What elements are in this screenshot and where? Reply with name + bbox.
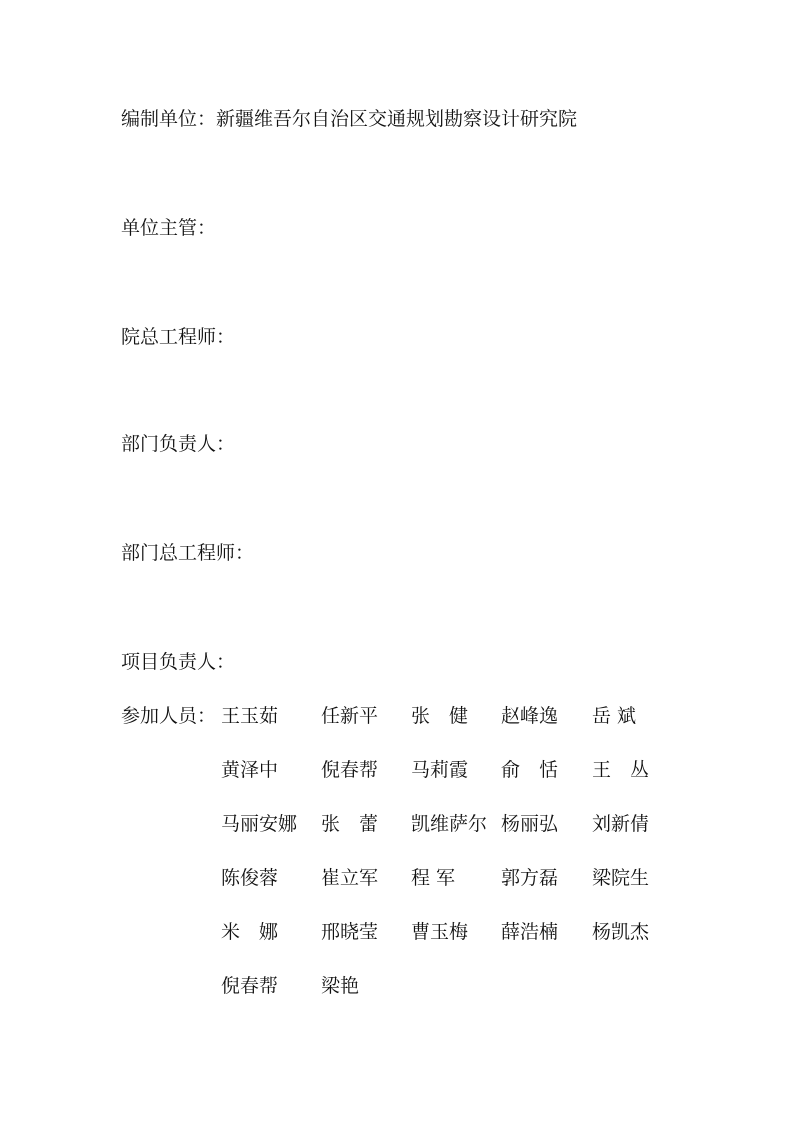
dept-head-label: 部门负责人：: [121, 433, 236, 455]
dept-chief-engineer-label: 部门总工程师：: [121, 542, 255, 564]
participant-name: 倪春帮: [321, 759, 379, 781]
participant-name: 程 军: [411, 867, 456, 889]
compiler-line: [121, 107, 577, 131]
participant-name: 俞 恬: [501, 759, 559, 781]
participant-name: 张 蕾: [321, 813, 379, 835]
unit-supervisor-label: 单位主管：: [121, 217, 217, 239]
participant-name: 薛浩楠: [501, 921, 559, 943]
chief-engineer-label: 院总工程师：: [121, 326, 236, 348]
participant-name: 岳 斌: [592, 705, 637, 727]
participant-name: 陈俊蓉: [221, 867, 279, 889]
participant-name: 赵峰逸: [501, 705, 559, 727]
compiler-label: 编制单位：: [121, 108, 217, 130]
participant-name: 任新平: [321, 705, 379, 727]
project-lead-label: 项目负责人：: [121, 651, 236, 673]
participant-name: 王玉茹: [221, 705, 279, 727]
participant-name: 梁艳: [321, 975, 360, 997]
participant-name: 凯维萨尔: [411, 813, 488, 835]
participant-name: 曹玉梅: [411, 921, 469, 943]
participant-name: 邢晓莹: [321, 921, 379, 943]
participant-name: 梁院生: [592, 867, 650, 889]
participant-name: 马莉霞: [411, 759, 469, 781]
participant-name: 刘新倩: [592, 813, 650, 835]
participant-name: 郭方磊: [501, 867, 559, 889]
participant-name: 崔立军: [321, 867, 379, 889]
participant-name: 马丽安娜: [221, 813, 298, 835]
participant-name: 王 丛: [592, 759, 650, 781]
participant-name: 杨凯杰: [592, 921, 650, 943]
participant-name: 杨丽弘: [501, 813, 559, 835]
participant-name: 米 娜: [221, 921, 279, 943]
compiler-value: 新疆维吾尔自治区交通规划勘察设计研究院: [216, 108, 578, 130]
participants-label: 参加人员：: [121, 705, 217, 727]
participant-name: 张 健: [411, 705, 469, 727]
participant-name: 黄泽中: [221, 759, 279, 781]
participant-name: 倪春帮: [221, 975, 279, 997]
